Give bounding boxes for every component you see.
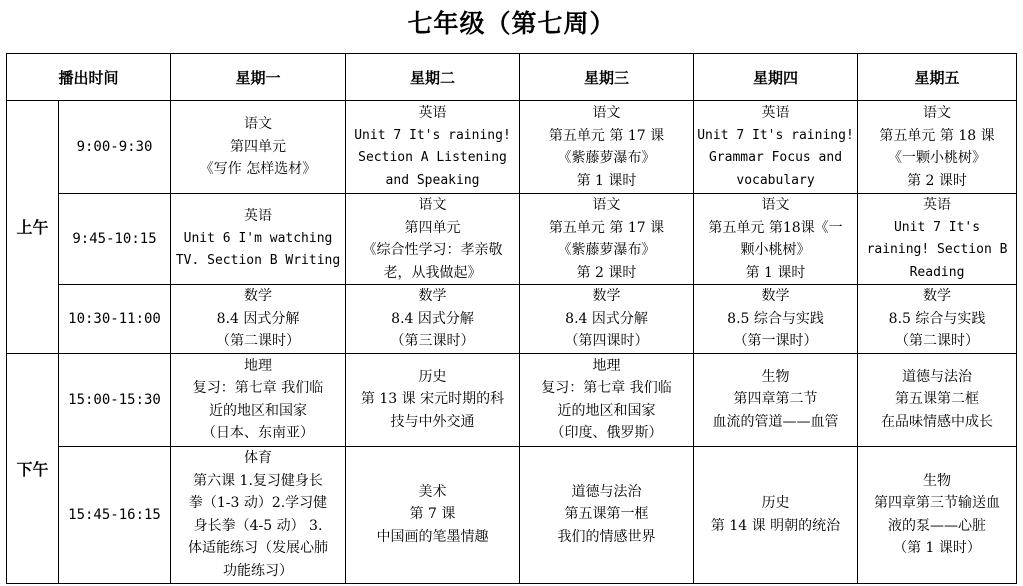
- header-day: 星期四: [694, 54, 858, 101]
- lesson-text: 近的地区和国家: [557, 402, 656, 419]
- lesson-text: Reading: [909, 264, 965, 280]
- lesson-text: 第五单元 第18课《一: [708, 219, 843, 236]
- subject-label: 数学: [761, 288, 790, 304]
- lesson-text: （第二课时）: [895, 333, 980, 349]
- table-row: [7, 353, 1017, 446]
- lesson-text: 第 14 课 明朝的统治: [710, 517, 841, 534]
- lesson-text: Unit 6 I'm watching: [183, 230, 333, 246]
- lesson-text: Section A Listening: [358, 150, 507, 165]
- lesson-cell: [520, 353, 694, 446]
- lesson-text: 《综合性学习：孝亲敬: [362, 242, 503, 258]
- lesson-text: 复习：第七章 我们临: [192, 380, 324, 396]
- subject-label: 英语: [418, 105, 447, 121]
- page-title: 七年级（第七周）: [407, 9, 616, 38]
- lesson-text: raining! Section B: [866, 242, 1008, 257]
- lesson-text: 第五单元 第 18 课: [879, 127, 995, 144]
- lesson-cell: [858, 285, 1017, 354]
- lesson-cell: [171, 194, 346, 285]
- lesson-text: 第 1 课时: [576, 172, 637, 189]
- header-day: 星期三: [520, 54, 694, 101]
- schedule-table: [6, 53, 1017, 584]
- lesson-text: 第四单元: [404, 219, 461, 236]
- lesson-text: （第 1 课时）: [893, 540, 981, 556]
- time-slot: 15:45-16:15: [59, 446, 171, 583]
- lesson-cell: [171, 101, 346, 194]
- subject-label: 语文: [923, 105, 952, 121]
- table-row: [7, 285, 1017, 354]
- lesson-cell: [346, 285, 520, 354]
- lesson-cell: [858, 101, 1017, 194]
- subject-label: 语文: [592, 197, 621, 213]
- subject-label: 英语: [244, 208, 273, 225]
- lesson-cell: [520, 101, 694, 194]
- lesson-text: （第三课时）: [390, 333, 475, 349]
- lesson-text: 功能练习）: [223, 562, 294, 579]
- time-slot: 9:00-9:30: [59, 101, 171, 194]
- lesson-cell: [171, 446, 346, 583]
- lesson-cell: [171, 285, 346, 354]
- lesson-text: 8.5 综合与实践: [888, 310, 986, 327]
- lesson-text: 第五单元 第 17 课: [548, 219, 665, 236]
- lesson-text: （日本、东南亚）: [202, 425, 315, 441]
- lesson-cell: [694, 285, 858, 354]
- lesson-cell: [346, 446, 520, 583]
- subject-label: 地理: [244, 357, 273, 374]
- header-day: 星期五: [858, 54, 1017, 101]
- lesson-text: and Speaking: [385, 172, 480, 188]
- subject-label: 语文: [244, 116, 273, 133]
- table-row: [7, 101, 1017, 194]
- subject-label: 数学: [592, 288, 621, 304]
- lesson-text: （第四课时）: [564, 333, 649, 349]
- lesson-text: 近的地区和国家: [209, 402, 308, 419]
- lesson-text: Unit 7 It's: [893, 219, 981, 235]
- subject-label: 语文: [418, 197, 447, 213]
- lesson-cell: [858, 194, 1017, 285]
- subject-label: 数学: [244, 288, 273, 304]
- subject-label: 语文: [592, 105, 621, 121]
- subject-label: 生物: [761, 368, 790, 385]
- lesson-cell: [520, 194, 694, 285]
- lesson-text: 《一颗小桃树》: [888, 150, 987, 166]
- header-row: [7, 54, 1017, 101]
- table-row: [7, 446, 1017, 583]
- lesson-text: 液的泵——心脏: [888, 517, 987, 534]
- lesson-text: 第五课第二框: [895, 391, 980, 408]
- subject-label: 英语: [923, 197, 952, 213]
- table-row: [7, 194, 1017, 285]
- lesson-text: 第四章第二节: [733, 391, 818, 408]
- period-morning: 上午: [7, 101, 59, 354]
- lesson-text: 第六课 1.复习健身长: [193, 472, 323, 489]
- lesson-text: 第 7 课: [409, 506, 456, 523]
- lesson-text: 血流的管道——血管: [712, 413, 839, 430]
- lesson-text: 体适能练习（发展心肺: [188, 540, 329, 556]
- lesson-text: （第二课时）: [216, 333, 301, 349]
- time-slot: 9:45-10:15: [59, 194, 171, 285]
- lesson-text: TV. Section B Writing: [175, 253, 341, 269]
- lesson-text: Grammar Focus and: [708, 150, 843, 165]
- lesson-text: 我们的情感世界: [557, 528, 656, 545]
- lesson-text: 第 13 课 宋元时期的科: [360, 391, 505, 408]
- lesson-text: 第 2 课时: [907, 172, 967, 189]
- subject-label: 历史: [418, 368, 447, 385]
- lesson-text: 技与中外交通: [390, 413, 475, 430]
- lesson-cell: [694, 194, 858, 285]
- lesson-cell: [694, 446, 858, 583]
- lesson-text: 身长拳（4-5 动） 3.: [193, 517, 323, 534]
- subject-label: 语文: [761, 197, 790, 213]
- subject-label: 道德与法治: [571, 483, 642, 500]
- time-slot: 10:30-11:00: [59, 285, 171, 354]
- lesson-text: 拳（1-3 动）2.学习健: [188, 495, 328, 511]
- lesson-text: 第五单元 第 17 课: [548, 127, 665, 144]
- lesson-text: vocabulary: [736, 172, 815, 188]
- lesson-text: 第四单元: [230, 138, 287, 155]
- lesson-text: 颗小桃树》: [740, 242, 811, 258]
- subject-label: 道德与法治: [902, 368, 973, 385]
- lesson-cell: [858, 446, 1017, 583]
- time-slot: 15:00-15:30: [59, 353, 171, 446]
- subject-label: 生物: [923, 472, 952, 489]
- lesson-cell: [694, 101, 858, 194]
- lesson-text: （印度、俄罗斯）: [550, 425, 663, 441]
- lesson-text: 在品味情感中成长: [881, 413, 994, 430]
- subject-label: 数学: [923, 288, 952, 304]
- header-day: 星期一: [171, 54, 346, 101]
- lesson-text: 《紫藤萝瀑布》: [557, 150, 656, 166]
- lesson-text: 复习：第七章 我们临: [541, 380, 672, 396]
- lesson-text: 第 2 课时: [576, 264, 637, 281]
- lesson-text: 《写作 怎样选材》: [199, 161, 317, 178]
- subject-label: 美术: [418, 483, 447, 500]
- lesson-cell: [346, 353, 520, 446]
- lesson-text: 第四章第三节输送血: [874, 495, 1001, 511]
- lesson-text: Unit 7 It's raining!: [697, 127, 854, 143]
- lesson-text: 第 1 课时: [745, 264, 806, 281]
- subject-label: 地理: [592, 357, 621, 374]
- lesson-cell: [520, 446, 694, 583]
- lesson-cell: [858, 353, 1017, 446]
- lesson-text: 8.4 因式分解: [391, 310, 474, 327]
- subject-label: 数学: [418, 288, 447, 304]
- lesson-text: 8.4 因式分解: [565, 310, 648, 327]
- header-time: 播出时间: [7, 54, 171, 101]
- subject-label: 英语: [761, 105, 790, 121]
- subject-label: 历史: [761, 495, 790, 511]
- lesson-cell: [520, 285, 694, 354]
- lesson-text: 第五课第一框: [564, 506, 649, 523]
- lesson-text: Unit 7 It's raining!: [354, 127, 511, 143]
- lesson-cell: [346, 101, 520, 194]
- subject-label: 体育: [244, 450, 273, 466]
- lesson-text: 老，从我做起》: [383, 264, 482, 281]
- lesson-text: 8.5 综合与实践: [727, 310, 824, 327]
- lesson-text: （第一课时）: [733, 333, 818, 349]
- lesson-text: 中国画的笔墨情趣: [376, 528, 489, 545]
- lesson-cell: [346, 194, 520, 285]
- lesson-text: 《紫藤萝瀑布》: [557, 242, 656, 258]
- header-day: 星期二: [346, 54, 520, 101]
- lesson-cell: [694, 353, 858, 446]
- period-afternoon: 下午: [7, 353, 59, 583]
- lesson-cell: [171, 353, 346, 446]
- lesson-text: 8.4 因式分解: [216, 310, 300, 327]
